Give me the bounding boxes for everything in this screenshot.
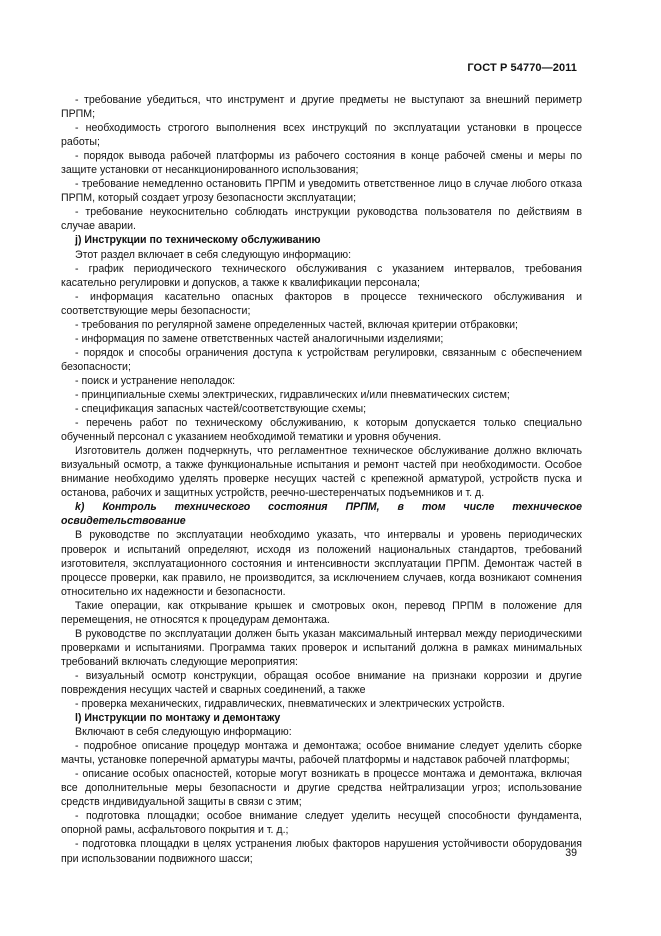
paragraph: - поиск и устранение неполадок:: [75, 374, 236, 387]
paragraph: Этот раздел включает в себя следующую информацию:: [75, 248, 352, 261]
document-body: [61, 93, 582, 866]
paragraph: - требование неукоснительно соблюдать инструкции руководства пользователя по действиям в случае аварии.: [61, 206, 582, 233]
section-heading: j) Инструкции по техническому обслуживанию: [75, 234, 321, 247]
paragraph: - описание особых опасностей, которые могут возникать в процессе монтажа и демонтажа, включая все дополнительные меры безопасности и другие средства нейтрализации угроз; использование средств индивидуальной защиты в связи с этим;: [61, 768, 582, 809]
paragraph: - требование убедиться, что инструмент и другие предметы не выступают за внешний периметр ПРПМ;: [61, 94, 582, 121]
paragraph: - подготовка площадки в целях устранения любых факторов нарушения устойчивости оборудования при использовании подвижного шасси;: [61, 838, 582, 865]
paragraph: В руководстве по эксплуатации необходимо указать, что интервалы и уровень периодических проверок и испытаний определяют, исходя из положений национальных стандартов, требований изготовителя, эксплуатационного состояния и интенсивности эксплуатации ПРПМ. Демонтаж частей в процессе проверки, как правило, не производится, за исключением случаев, когда возникают сомнения относительно их надежности и безопасности.: [61, 529, 582, 598]
section-heading: l) Инструкции по монтажу и демонтажу: [75, 712, 281, 725]
document-id: ГОСТ Р 54770—2011: [467, 62, 577, 74]
paragraph: - подготовка площадки; особое внимание следует уделить несущей способности фундамента, опорной рамы, асфальтового покрытия и т. д.;: [61, 810, 582, 837]
paragraph: - подробное описание процедур монтажа и демонтажа; особое внимание следует уделить сборке мачты, установке поперечной арматуры мачты, рабочей платформы и надставок рабочей платформы;: [61, 740, 582, 767]
paragraph: - график периодического технического обслуживания с указанием интервалов, требования касательно регулировки и допусков, а также к квалификации персонала;: [61, 262, 582, 289]
paragraph: - порядок и способы ограничения доступа к устройствам регулировки, связанным с обеспечением безопасности;: [61, 346, 582, 373]
paragraph: - проверка механических, гидравлических, пневматических и электрических устройств.: [75, 698, 505, 711]
page-number: 39: [565, 847, 577, 859]
paragraph: - информация касательно опасных факторов в процессе технического обслуживания и соответствующие меры безопасности;: [61, 290, 582, 317]
paragraph: В руководстве по эксплуатации должен быть указан максимальный интервал между периодическими проверками и испытаниями. Программа таких проверок и испытаний должна в рамках минимальных требований включать следующие мероприятия:: [61, 627, 582, 668]
section-heading: k) Контроль технического состояния ПРПМ, в том числе техническое освидетельствование: [61, 501, 582, 528]
paragraph: - визуальный осмотр конструкции, обращая особое внимание на признаки коррозии и другие повреждения несущих частей и сварных соединений, а также: [61, 669, 582, 696]
paragraph: Изготовитель должен подчеркнуть, что регламентное техническое обслуживание должно включать визуальный осмотр, а также функциональные испытания и ремонт частей при необходимости. Особое внимание необходимо уделять проверке несущих частей с крепежной арматурой, устройств пуска и останова, рабочих и защитных устройств, реечно-шестеренчатых подъемников и т. д.: [61, 445, 582, 500]
paragraph: - принципиальные схемы электрических, гидравлических и/или пневматических систем;: [75, 388, 510, 401]
paragraph: Включают в себя следующую информацию:: [75, 726, 292, 739]
paragraph: - спецификация запасных частей/соответствующие схемы;: [75, 403, 367, 416]
paragraph: - требование немедленно остановить ПРПМ и уведомить ответственное лицо в случае любого отказа ПРПМ, который создает угрозу безопасности эксплуатации;: [61, 178, 582, 205]
paragraph: - порядок вывода рабочей платформы из рабочего состояния в конце рабочей смены и меры по защите установки от несанкционированного использования;: [61, 150, 582, 177]
paragraph: - необходимость строгого выполнения всех инструкций по эксплуатации установки в процессе работы;: [61, 122, 582, 149]
paragraph: - перечень работ по техническому обслуживанию, к которым допускается только специально обученный персонал с указанием необходимой тематики и уровня обучения.: [61, 417, 582, 444]
paragraph: - информация по замене ответственных частей аналогичными изделиями;: [75, 332, 444, 345]
paragraph: Такие операции, как открывание крышек и смотровых окон, перевод ПРПМ в положение для перемещения, не относятся к процедурам демонтажа.: [61, 599, 582, 626]
paragraph: - требования по регулярной замене определенных частей, включая критерии отбраковки;: [75, 318, 519, 331]
